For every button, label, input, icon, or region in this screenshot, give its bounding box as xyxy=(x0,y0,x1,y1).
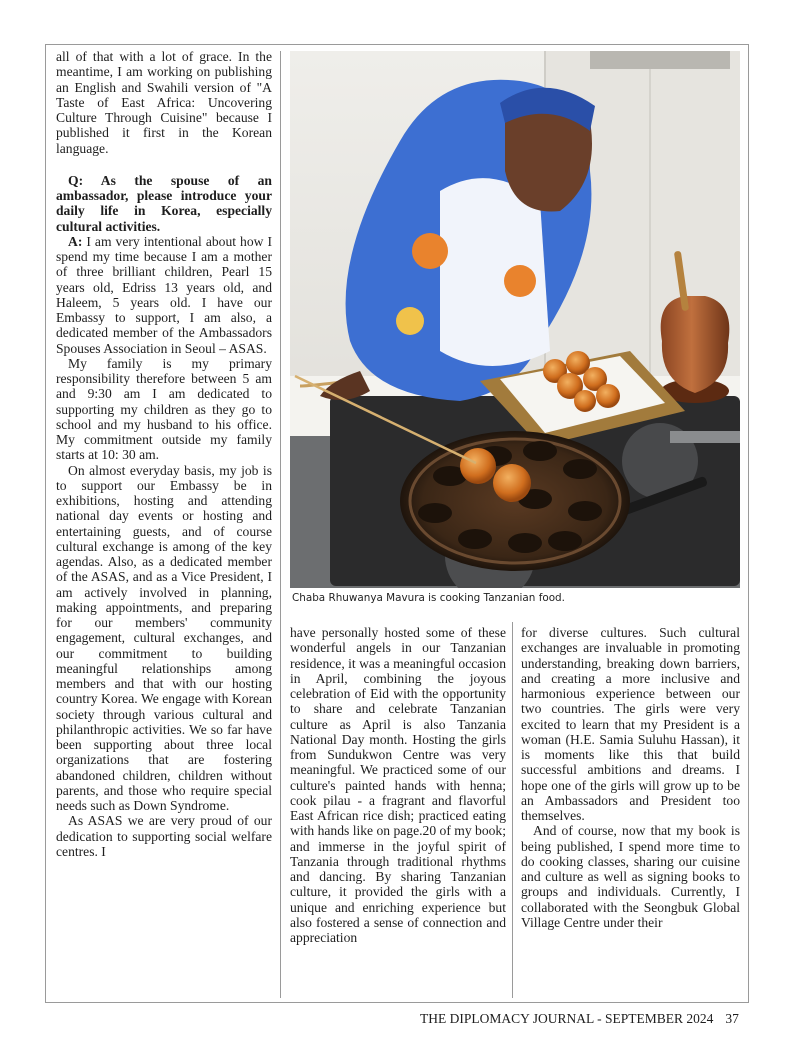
photo-caption: Chaba Rhuwanya Mavura is cooking Tanzanian food. xyxy=(292,592,565,604)
column-divider xyxy=(512,622,513,998)
paragraph: As ASAS we are very proud of our dedication to supporting social welfare centres. I xyxy=(56,813,272,859)
article-column-2 xyxy=(290,625,506,945)
paragraph: And of course, now that my book is being published, I spend more time to do cooking classes, sharing our cuisine and culture as well as signing books to groups and individuals. Currently, I collaborated with the Seongbuk Global Village Centre under their xyxy=(521,823,740,930)
paragraph: have personally hosted some of these wonderful angels in our Tanzanian residence, it was a meaningful occasion in April, combining the joyous celebration of Eid with the opportunity to share and celebrate Tanzanian culture as April is also Tanzania National Day month. Hosting the girls from Sundukwon Centre was very meaningful. We practiced some of our culture's painted hands with henna; cook pilau - a fragrant and flavorful East African rice dish; practiced eating with hands like on page.20 of my book; and immerse in the joyful spirit of Tanzania through traditional rhythms and dancing. By sharing Tanzanian culture, it provided the girls with a unique and enriching experience but also fostered a sense of connection and appreciation xyxy=(290,625,506,945)
answer-text: I am very intentional about how I spend my time because I am a mother of three brilliant children, Pearl 15 years old, Edriss 13 years old, and Haleem, 5 years old. I have our Embassy to support, I am also, a dedicated member of the Ambassadors Spouses Association in Seoul – ASAS. xyxy=(56,233,272,356)
paragraph: all of that with a lot of grace. In the meantime, I am working on publishing an English and Swahili version of "A Taste of East Africa: Uncovering Culture Through Cuisine" because I published it first in the Korean language. xyxy=(56,49,272,156)
paragraph: for diverse cultures. Such cultural exchanges are invaluable in promoting understanding, breaking down barriers, and creating a more inclusive and harmonious experience between our two countries. The girls were very excited to learn that my President is a woman (H.E. Samia Suluhu Hassan), it is moments like this that build successful ambitions and dreams. I hope one of the girls will grow up to be an Ambassadors and President too themselves. xyxy=(521,625,740,823)
page-footer xyxy=(420,1011,739,1027)
paragraph: My family is my primary responsibility therefore between 5 am and 9:30 am I am dedicated to supporting my children as they go to school and my husband to his office. My commitment outside my family starts at 10: 30 am. xyxy=(56,355,272,463)
interview-answer xyxy=(56,234,272,356)
publication-name: THE DIPLOMACY JOURNAL - SEPTEMBER 2024 xyxy=(420,1011,714,1026)
article-photo xyxy=(290,51,740,588)
cooking-scene-illustration xyxy=(290,51,740,588)
column-divider xyxy=(280,51,281,998)
interview-question: Q: As the spouse of an ambassador, please introduce your daily life in Korea, especially cultural activities. xyxy=(56,172,272,234)
page-number: 37 xyxy=(725,1011,739,1026)
answer-label: A: xyxy=(68,233,83,249)
article-column-1 xyxy=(56,49,272,859)
paragraph: On almost everyday basis, my job is to support our Embassy be in exhibitions, hosting and attending national day events or hosting and entertaining guests, and of course cultural exchange is among of the key agendas. Also, as a dedicated member of the ASAS, and as a Vice President, I am actively involved in planning, making appointments, and preparing for our members' community engagement, cultural exchanges, and our commitment to building meaningful relationships among members and that with our hosting country Korea. We engage with Korean society through various cultural and philanthropic activities. We so far have been supporting about three local organizations that are fostering abandoned children, children without parents, and those who require special needs such as Down Syndrome. xyxy=(56,462,272,813)
article-column-3 xyxy=(521,625,740,930)
